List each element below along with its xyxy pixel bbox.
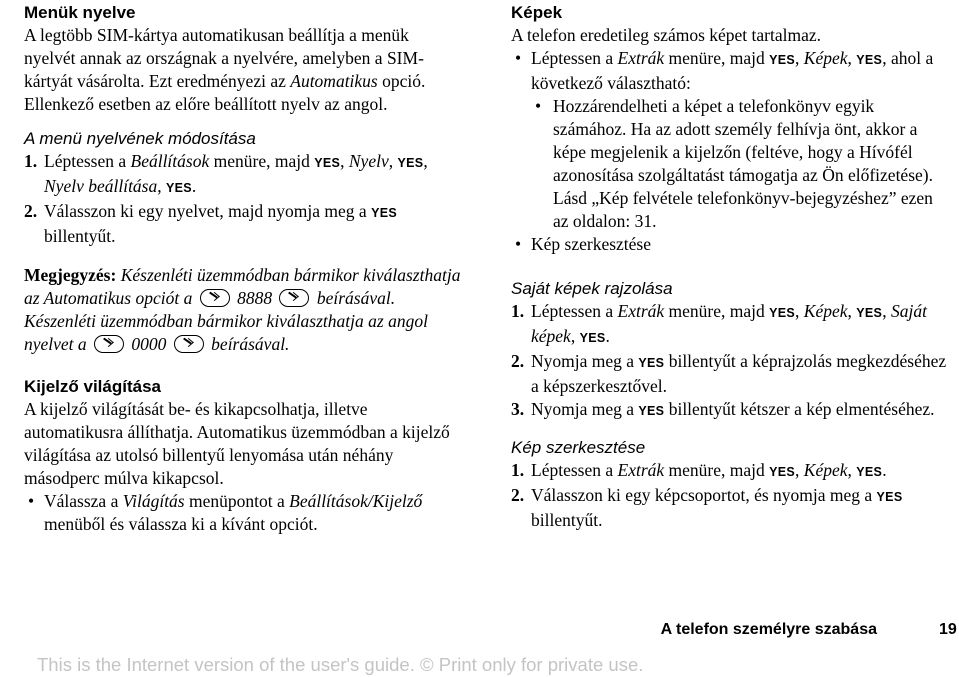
yes-key: YES (397, 156, 424, 170)
bullet-icon: • (515, 48, 522, 68)
yes-key: YES (856, 53, 883, 67)
bullet-display-light: • Válassza a Világítás menüpontot a Beállítások/Kijelző menüből és válassza ki a kívánt opciót. (28, 491, 423, 534)
section-heading-images: Képek (511, 3, 563, 22)
subheading-draw-own-pictures: Saját képek rajzolása (511, 279, 673, 298)
right-column (511, 2, 951, 532)
watermark: This is the Internet version of the user's guide. © Print only for private use. (37, 654, 644, 675)
bullet-icon: • (535, 96, 542, 116)
bullet-images-1: • Léptessen a Extrák menüre, majd YES, Képek, YES, ahol a következő választható: (515, 48, 934, 93)
draw-step-3: 3. Nyomja meg a YES billentyűt kétszer a kép elmentéséhez. (511, 399, 935, 419)
note: Megjegyzés: Készenléti üzemmódban bármikor kiválaszthatja az Automatikus opciót a 8888 beírásával. Készenléti üzemmódban bármikor kiválaszthatja az angol nyelvet a 0000 beírásával. (24, 265, 461, 354)
section-heading-menu-language: Menük nyelve (24, 3, 136, 22)
yes-key: YES (769, 53, 796, 67)
joystick-icon (279, 289, 309, 307)
yes-key: YES (876, 490, 903, 504)
note-label: Megjegyzés: (24, 265, 117, 285)
bullet-icon: • (515, 234, 522, 254)
draw-step-2: 2. Nyomja meg a YES billentyűt a képrajzolás megkezdéséhez a képszerkesztővel. (511, 351, 947, 396)
paragraph-menu-language: A legtöbb SIM-kártya automatikusan beállítja a menük nyelvét annak az országnak a nyelvére, amelyben a SIM-kártyát vásárolta. Ezt eredményezi az Automatikus opció. Ellenkező esetben az előre beállított nyelv az angol. (24, 25, 426, 114)
edit-step-1: 1. Léptessen a Extrák menüre, majd YES, Képek, YES. (511, 460, 887, 480)
sub-bullet-assign-picture: • Hozzárendelheti a képet a telefonkönyv egyik számához. Ha az adott személy felhívja önt, akkor a képe megjelenik a kijelzőn (feltéve, hogy a Hívófél azonosítása szolgáltatást támogatja az Ön előfizetése). Lásd „Kép felvétele telefonkönyv-bejegyzéshez” ezen az oldalon: 31. (535, 96, 933, 231)
yes-key: YES (769, 306, 796, 320)
paragraph-images: A telefon eredetileg számos képet tartalmaz. (511, 25, 822, 45)
section-heading-display-light: Kijelző világítása (24, 377, 161, 396)
bullet-icon: • (28, 491, 35, 511)
yes-key: YES (579, 331, 606, 345)
joystick-icon (200, 289, 230, 307)
paragraph-display-light: A kijelző világítását be- és kikapcsolhatja, illetve automatikusra állíthatja. Automatikus üzemmódban a kijelző világítása az utolsó billentyű lenyomása után néhány másodperc múlva kikapcsol. (24, 399, 450, 488)
subheading-edit-picture: Kép szerkesztése (511, 438, 646, 457)
subheading-change-language: A menü nyelvének módosítása (24, 129, 256, 148)
step-2: 2. Válasszon ki egy nyelvet, majd nyomja meg a YES billentyűt. (24, 201, 397, 246)
footer-chapter-title: A telefon személyre szabása (660, 621, 877, 638)
draw-step-1: 1. Léptessen a Extrák menüre, majd YES, Képek, YES, Saját képek, YES. (511, 301, 927, 346)
yes-key: YES (638, 356, 665, 370)
step-1: 1. Léptessen a Beállítások menüre, majd YES, Nyelv, YES, Nyelv beállítása, YES. (24, 151, 428, 196)
bullet-images-2: • Kép szerkesztése (515, 234, 652, 254)
left-column (24, 2, 464, 536)
yes-key: YES (371, 206, 397, 220)
edit-step-2: 2. Válasszon ki egy képcsoportot, és nyomja meg a YES billentyűt. (511, 485, 903, 530)
joystick-icon (174, 335, 204, 353)
yes-key: YES (856, 465, 883, 479)
yes-key: YES (166, 181, 192, 195)
yes-key: YES (769, 465, 796, 479)
joystick-icon (94, 335, 124, 353)
yes-key: YES (314, 156, 341, 170)
page-number: 19 (939, 621, 957, 638)
yes-key: YES (856, 306, 883, 320)
yes-key: YES (638, 404, 665, 418)
